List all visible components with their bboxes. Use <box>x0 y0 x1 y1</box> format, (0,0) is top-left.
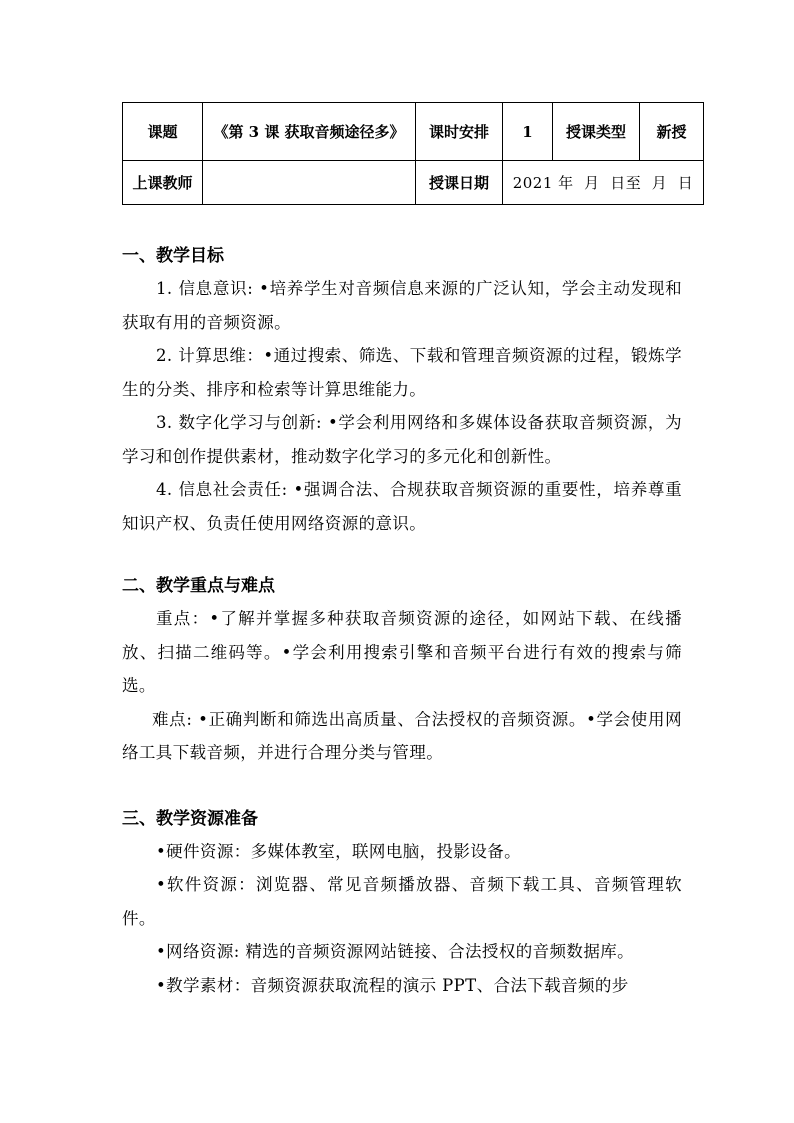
resource-item: •硬件资源：多媒体教室，联网电脑，投影设备。 <box>156 841 522 861</box>
lesson-info-table <box>122 102 704 205</box>
type-value: 新授 <box>640 103 704 161</box>
resource-item: •教学素材：音频资源获取流程的演示 PPT、合法下载音频的步 <box>156 975 629 995</box>
resource-item: •网络资源: 精选的音频资源网站链接、合法授权的音频数据库。 <box>156 942 635 961</box>
hours-label: 课时安排 <box>416 103 503 161</box>
date-value: 2021 年 月 日至 月 日 <box>503 161 704 205</box>
document-body <box>122 240 682 1002</box>
section-heading-key-points: 二、教学重点与难点 <box>122 576 275 596</box>
resource-item: •软件资源：浏览器、常见音频播放器、音频下载工具、音频管理软件。 <box>122 875 682 928</box>
table-row <box>123 161 704 205</box>
section-heading-resources: 三、教学资源准备 <box>122 808 258 829</box>
teacher-value <box>203 161 416 205</box>
hours-value: 1 <box>503 103 553 161</box>
objective-item: 3. 数字化学习与创新: •学会利用网络和多媒体设备获取音频资源，为学习和创作提供素材，推动数字化学习的多元化和创新性。 <box>122 413 682 466</box>
table-row <box>123 103 704 161</box>
lesson-label: 课题 <box>123 103 203 161</box>
teacher-label: 上课教师 <box>123 161 203 205</box>
date-label: 授课日期 <box>416 161 503 205</box>
lesson-title: 《第 3 课 获取音频途径多》 <box>203 103 416 161</box>
type-label: 授课类型 <box>553 103 640 161</box>
focus-paragraph: 重点：•了解并掌握多种获取音频资源的途径，如网站下载、在线播放、扫描二维码等。•学会利用搜索引擎和音频平台进行有效的搜索与筛选。 <box>122 609 682 695</box>
section-heading-objectives: 一、教学目标 <box>122 246 224 266</box>
objective-item: 1. 信息意识: •培养学生对音频信息来源的广泛认知，学会主动发现和获取有用的音频资源。 <box>122 279 682 332</box>
objective-item: 4. 信息社会责任: •强调合法、合规获取音频资源的重要性，培养尊重知识产权、负责任使用网络资源的意识。 <box>122 480 682 533</box>
difficulty-paragraph: 难点: •正确判断和筛选出高质量、合法授权的音频资源。•学会使用网络工具下载音频，并进行合理分类与管理。 <box>122 709 682 762</box>
objective-item: 2. 计算思维：•通过搜索、筛选、下载和管理音频资源的过程，锻炼学生的分类、排序和检索等计算思维能力。 <box>122 346 682 399</box>
